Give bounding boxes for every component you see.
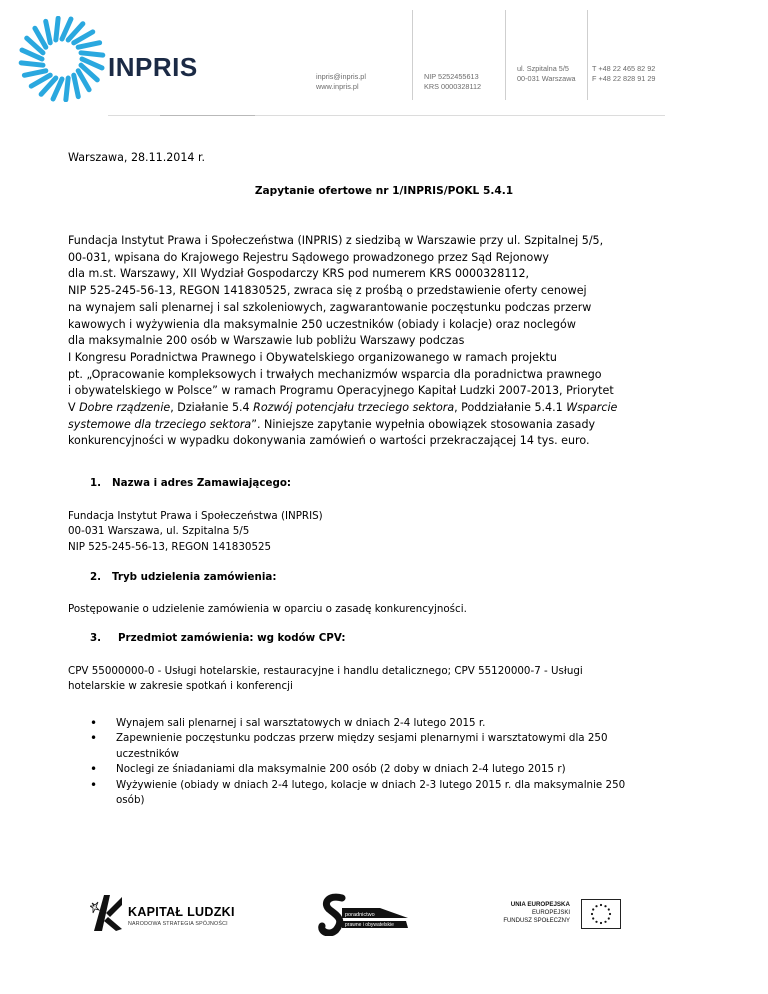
section-3-heading bbox=[90, 632, 345, 644]
header-city: 00-031 Warszawa bbox=[517, 73, 576, 83]
section-2-heading bbox=[90, 571, 276, 583]
kapital-ludzki-logo-icon bbox=[90, 893, 124, 933]
cpv-line: hotelarskie w zakresie spotkań i konferencji bbox=[68, 680, 293, 693]
header-phones bbox=[592, 64, 656, 83]
intro-line: i obywatelskiego w Polsce” w ramach Programu Operacyjnego Kapitał Ludzki 2007-2013, Priorytet bbox=[68, 384, 614, 398]
intro-line: na wynajem sali plenarnej i sal szkoleniowych, zagwarantowanie poczęstunku podczas przerw bbox=[68, 300, 592, 314]
section-2-body: Postępowanie o udzielenie zamówienia w oparciu o zasadę konkurencyjności. bbox=[68, 603, 467, 615]
list-item-text: osób) bbox=[116, 794, 145, 807]
kapital-ludzki-title: KAPITAŁ LUDZKI bbox=[128, 905, 235, 919]
section-title: Przedmiot zamówienia: wg kodów CPV: bbox=[118, 632, 346, 644]
section-3-cpv bbox=[68, 664, 583, 695]
intro-italic: Dobre rządzenie bbox=[79, 401, 171, 415]
logo-ray bbox=[81, 53, 103, 55]
list-item bbox=[90, 778, 625, 809]
eu-star bbox=[604, 921, 606, 923]
scope-list bbox=[90, 716, 625, 808]
kapital-ludzki-subtitle: NARODOWA STRATEGIA SPÓJNOŚCI bbox=[128, 921, 228, 927]
header-divider bbox=[587, 10, 588, 100]
eu-line-3: FUNDUSZ SPOŁECZNY bbox=[503, 918, 570, 924]
section-1-body bbox=[68, 509, 323, 555]
cpv-line: CPV 55000000-0 - Usługi hotelarskie, restauracyjne i handlu detalicznego; CPV 55120000-7 - Usługi bbox=[68, 665, 583, 677]
section-number: 3. bbox=[90, 632, 102, 644]
intro-paragraph bbox=[68, 233, 708, 450]
list-item bbox=[90, 716, 625, 731]
header-contact bbox=[316, 72, 366, 91]
logo-ray bbox=[21, 63, 43, 65]
header-rule-accent bbox=[160, 115, 255, 116]
eu-star bbox=[608, 917, 610, 919]
intro-line: kawowych i wyżywienia dla maksymalnie 250 uczestników (obiady i kolacje) oraz noclegów bbox=[68, 317, 576, 331]
intro-text: , Poddziałanie 5.4.1 bbox=[454, 401, 567, 415]
list-item-text: • Wyżywienie (obiady w dniach 2-4 lutego, kolacje w dniach 2-3 lutego 2015 r. dla maksymalnie 250 bbox=[116, 778, 626, 791]
document-title: Zapytanie ofertowe nr 1/INPRIS/POKL 5.4.1 bbox=[254, 185, 514, 197]
eu-star bbox=[604, 905, 606, 907]
address-line: NIP 525-245-56-13, REGON 141830525 bbox=[68, 540, 272, 553]
logo-ray bbox=[74, 75, 79, 96]
address-line: Fundacja Instytut Prawa i Społeczeństwa (INPRIS) bbox=[68, 510, 323, 522]
header-nip: NIP 5252455613 bbox=[424, 72, 479, 81]
intro-line: NIP 525-245-56-13, REGON 141830525, zwraca się z prośbą o przedstawienie oferty cenowej bbox=[68, 284, 587, 298]
logo-ray bbox=[46, 21, 51, 42]
intro-line: dla m.st. Warszawy, XII Wydział Gospodarczy KRS pod numerem KRS 0000328112, bbox=[68, 267, 530, 281]
intro-italic: Rozwój potencjału trzeciego sektora bbox=[253, 401, 455, 415]
logo-ray bbox=[66, 78, 68, 100]
header-divider bbox=[505, 10, 506, 100]
header-website[interactable]: www.inpris.pl bbox=[316, 81, 359, 91]
brand-name: INPRIS bbox=[108, 52, 198, 82]
header-phone: T +48 22 465 82 92 bbox=[592, 64, 656, 73]
eu-star bbox=[591, 913, 593, 915]
intro-line: konkurencyjności w wypadku dokonywania zamówień o wartości przekraczającej 14 tys. euro. bbox=[68, 434, 590, 448]
logo-ray bbox=[78, 43, 99, 48]
section-title: Nazwa i adres Zamawiającego: bbox=[112, 477, 292, 489]
header-email[interactable]: inpris@inpris.pl bbox=[316, 72, 366, 81]
section-1-heading bbox=[90, 477, 291, 489]
header-address bbox=[517, 64, 576, 83]
eu-flag-icon bbox=[581, 899, 621, 929]
intro-italic: systemowe dla trzeciego sektora bbox=[68, 417, 252, 431]
list-item-text: uczestników bbox=[116, 747, 180, 760]
eu-star bbox=[609, 913, 611, 915]
header-fax: F +48 22 828 91 29 bbox=[592, 73, 656, 83]
list-item-text: • Wynajem sali plenarnej i sal warsztatowych w dniach 2-4 lutego 2015 r. bbox=[116, 717, 486, 729]
logo-ray bbox=[24, 71, 45, 76]
date-line: Warszawa, 28.11.2014 r. bbox=[68, 151, 206, 164]
eu-star bbox=[595, 921, 597, 923]
logo-ray bbox=[56, 18, 58, 40]
list-item-text: • Zapewnienie poczęstunku podczas przerw między sesjami plenarnymi i warsztatowymi dla 250 bbox=[116, 732, 608, 745]
intro-line: I Kongresu Poradnictwa Prawnego i Obywatelskiego organizowanego w ramach projektu bbox=[68, 350, 557, 364]
intro-line: pt. „Opracowanie kompleksowych i trwałych mechanizmów wsparcia dla poradnictwa prawnego bbox=[68, 367, 602, 381]
intro-line: dla maksymalnie 200 osób w Warszawie lub pobliżu Warszawy podczas bbox=[68, 334, 465, 348]
eu-star bbox=[608, 908, 610, 910]
eu-star bbox=[600, 904, 602, 906]
intro-text: ”. Niniejsze zapytanie wypełnia obowiązek stosowania zasady bbox=[251, 417, 596, 431]
section-number: 1. bbox=[90, 477, 102, 489]
intro-line: Fundacja Instytut Prawa i Społeczeństwa (INPRIS) z siedzibą w Warszawie przy ul. Szpitalnej 5/5, bbox=[68, 234, 604, 247]
list-item bbox=[90, 731, 625, 762]
intro-text: , Działanie 5.4 bbox=[170, 401, 254, 415]
inpris-logo-icon bbox=[18, 16, 106, 102]
intro-line bbox=[68, 417, 708, 434]
poradnictwo-logo-icon bbox=[318, 892, 410, 936]
intro-italic: Wsparcie bbox=[566, 401, 618, 415]
header-divider bbox=[412, 10, 413, 100]
poradnictwo-text-2: prawne i obywatelskie bbox=[345, 922, 394, 928]
address-line: 00-031 Warszawa, ul. Szpitalna 5/5 bbox=[68, 525, 250, 538]
header-street: ul. Szpitalna 5/5 bbox=[517, 64, 569, 73]
section-number: 2. bbox=[90, 571, 102, 583]
header-registry bbox=[424, 72, 481, 91]
intro-line bbox=[68, 400, 708, 417]
list-item bbox=[90, 762, 625, 777]
list-item-text: • Noclegi ze śniadaniami dla maksymalnie 200 osób (2 doby w dniach 2-4 lutego 2015 r) bbox=[116, 763, 566, 776]
eu-star bbox=[592, 917, 594, 919]
eu-title: UNIA EUROPEJSKA bbox=[510, 901, 570, 908]
eu-line-2: EUROPEJSKI bbox=[531, 910, 570, 916]
poradnictwo-text-1: poradnictwo bbox=[345, 912, 375, 918]
eu-star bbox=[600, 922, 602, 924]
eu-star bbox=[595, 905, 597, 907]
section-title: Tryb udzielenia zamówienia: bbox=[112, 571, 277, 583]
header-krs: KRS 0000328112 bbox=[424, 81, 482, 91]
intro-line: 00-031, wpisana do Krajowego Rejestru Sądowego prowadzonego przez Sąd Rejonowy bbox=[68, 250, 549, 264]
eu-star bbox=[592, 908, 594, 910]
intro-text: V bbox=[68, 401, 80, 415]
